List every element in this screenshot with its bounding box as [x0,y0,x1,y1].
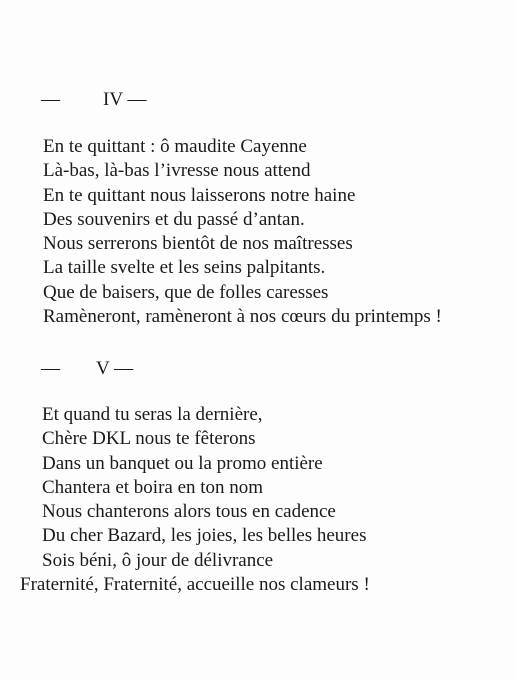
verse-line: Des souvenirs et du passé d’antan. [43,208,305,230]
verse-line: Nous serrerons bientôt de nos maîtresses [43,233,353,255]
heading-dash: — [41,358,60,379]
stanza-heading-v [41,357,133,381]
verse-line: Ramèneront, ramèneront à nos cœurs du printemps ! [43,306,442,328]
verse-line: Que de baisers, que de folles caresses [43,281,329,303]
stanza-iv [43,135,442,329]
verse-line: La taille svelte et les seins palpitants. [43,257,326,279]
verse-line: Chantera et boira en ton nom [42,476,264,498]
heading-numeral: IV — [103,89,147,110]
verse-line: En te quittant nous laisserons notre haine [43,184,356,206]
verse-line: En te quittant : ô maudite Cayenne [43,136,307,157]
stanza-v [20,403,370,597]
verse-line: Dans un banquet ou la promo entière [42,452,323,474]
stanza-heading-iv [41,88,146,112]
verse-line: Fraternité, Fraternité, accueille nos clameurs ! [20,574,370,596]
verse-line: Du cher Bazard, les joies, les belles heures [42,525,367,547]
verse-line: Et quand tu seras la dernière, [42,404,263,425]
heading-numeral: V — [96,358,134,379]
verse-line: Nous chanterons alors tous en cadence [42,501,336,523]
heading-dash: — [41,89,60,110]
verse-line: Sois béni, ô jour de délivrance [42,549,274,571]
verse-line: Chère DKL nous te fêterons [42,428,256,450]
verse-line: Là-bas, là-bas l’ivresse nous attend [43,160,311,182]
